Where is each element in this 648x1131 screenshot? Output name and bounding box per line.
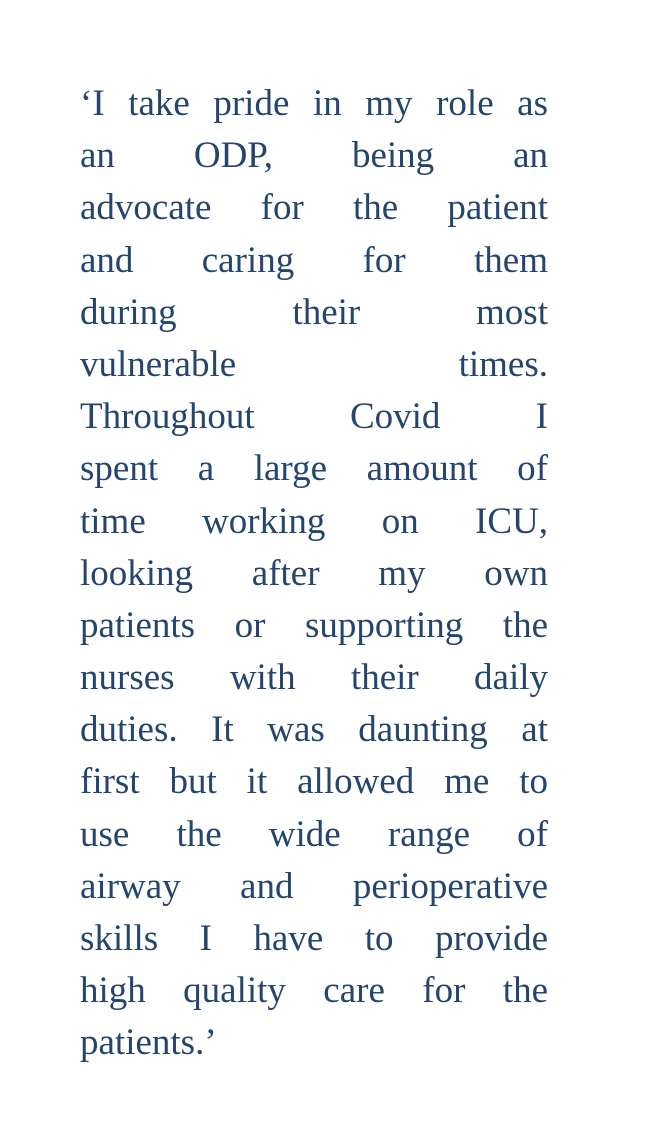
quote-text-block: [80, 78, 548, 1070]
quote-line: advocate for the patient: [80, 187, 548, 229]
quote-line: looking after my own: [80, 552, 548, 594]
quote-line: patients or supporting the: [80, 604, 548, 646]
quote-line: nurses with their daily: [80, 657, 548, 699]
quote-line: duties. It was daunting at: [80, 709, 548, 751]
quote-line: during their most: [80, 291, 548, 333]
quote-line: an ODP, being an: [80, 135, 548, 177]
quote-line: use the wide range of: [80, 813, 548, 855]
quote-line: Throughout Covid I: [80, 396, 548, 438]
quote-line: first but it allowed me to: [80, 761, 548, 803]
quote-line: patients.’: [80, 1022, 217, 1064]
quote-line: spent a large amount of: [80, 448, 548, 490]
quote-line: ‘I take pride in my role as: [80, 83, 548, 124]
quote-line: and caring for them: [80, 239, 548, 281]
quote-line: airway and perioperative: [80, 865, 548, 907]
quote-line: vulnerable times.: [80, 343, 548, 385]
quote-line: time working on ICU,: [80, 500, 548, 542]
quote-line: skills I have to provide: [80, 918, 548, 959]
quote-line: high quality care for the: [80, 970, 548, 1012]
